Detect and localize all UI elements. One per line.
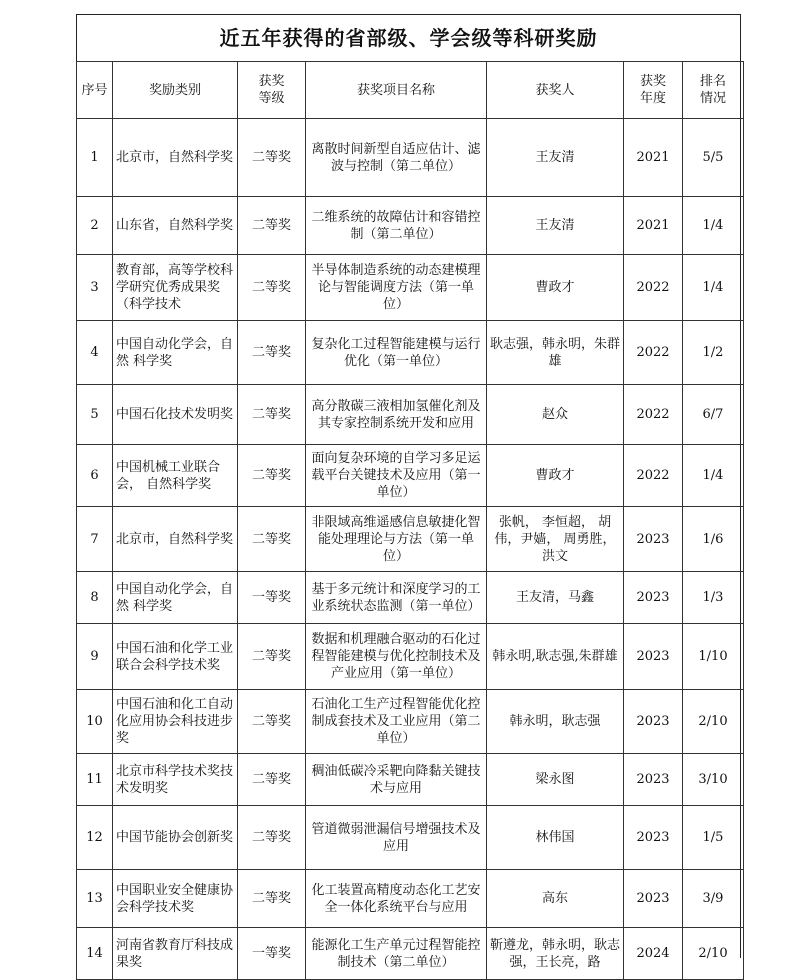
table-row bbox=[77, 197, 744, 255]
header-row bbox=[77, 62, 744, 119]
cell-category: 北京市，自然科学奖 bbox=[113, 507, 238, 572]
table-row bbox=[77, 507, 744, 572]
cell-category: 中国石化技术发明奖 bbox=[113, 385, 238, 445]
cell-winners: 靳遵龙，韩永明，耿志强，王长亮，路 bbox=[487, 928, 624, 980]
header-project: 获奖项目名称 bbox=[306, 62, 487, 119]
cell-level: 二等奖 bbox=[238, 255, 306, 321]
table-row bbox=[77, 870, 744, 928]
cell-project: 非限域高维遥感信息敏捷化智能处理理论与方法（第一单位） bbox=[306, 507, 487, 572]
header-level bbox=[238, 62, 306, 119]
cell-category: 山东省，自然科学奖 bbox=[113, 197, 238, 255]
cell-year: 2023 bbox=[624, 754, 683, 806]
table-row bbox=[77, 928, 744, 980]
cell-project: 石油化工生产过程智能优化控制成套技术及工业应用（第二单位） bbox=[306, 690, 487, 754]
cell-rank: 1/4 bbox=[683, 197, 744, 255]
cell-no: 14 bbox=[77, 928, 113, 980]
cell-year: 2023 bbox=[624, 870, 683, 928]
cell-winners: 王友清 bbox=[487, 119, 624, 197]
cell-project: 高分散碳三液相加氢催化剂及其专家控制系统开发和应用 bbox=[306, 385, 487, 445]
cell-project: 复杂化工过程智能建模与运行优化（第一单位） bbox=[306, 321, 487, 385]
header-year bbox=[624, 62, 683, 119]
table-row bbox=[77, 321, 744, 385]
cell-winners: 耿志强，韩永明，朱群雄 bbox=[487, 321, 624, 385]
cell-year: 2023 bbox=[624, 572, 683, 624]
table-row bbox=[77, 806, 744, 870]
cell-level: 二等奖 bbox=[238, 321, 306, 385]
cell-project: 二维系统的故障估计和容错控制（第二单位） bbox=[306, 197, 487, 255]
cell-year: 2024 bbox=[624, 928, 683, 980]
cell-no: 9 bbox=[77, 624, 113, 690]
cell-rank: 1/4 bbox=[683, 255, 744, 321]
table-row bbox=[77, 119, 744, 197]
table-row bbox=[77, 624, 744, 690]
table-row bbox=[77, 754, 744, 806]
cell-no: 12 bbox=[77, 806, 113, 870]
cell-winners: 林伟国 bbox=[487, 806, 624, 870]
cell-rank: 1/3 bbox=[683, 572, 744, 624]
cell-no: 13 bbox=[77, 870, 113, 928]
cell-no: 1 bbox=[77, 119, 113, 197]
cell-year: 2023 bbox=[624, 624, 683, 690]
cell-project: 化工装置高精度动态化工艺安全一体化系统平台与应用 bbox=[306, 870, 487, 928]
cell-rank: 5/5 bbox=[683, 119, 744, 197]
cell-level: 一等奖 bbox=[238, 928, 306, 980]
cell-year: 2022 bbox=[624, 385, 683, 445]
cell-project: 离散时间新型自适应估计、滤波与控制（第二单位） bbox=[306, 119, 487, 197]
table-row bbox=[77, 572, 744, 624]
cell-year: 2021 bbox=[624, 119, 683, 197]
cell-winners: 曹政才 bbox=[487, 445, 624, 507]
cell-level: 二等奖 bbox=[238, 445, 306, 507]
cell-year: 2023 bbox=[624, 806, 683, 870]
header-rank-top: 排名 bbox=[699, 74, 726, 89]
header-level-bottom: 等级 bbox=[258, 91, 285, 106]
cell-rank: 1/2 bbox=[683, 321, 744, 385]
header-rank-bottom: 情况 bbox=[699, 91, 726, 106]
header-year-bottom: 年度 bbox=[639, 91, 666, 106]
cell-year: 2022 bbox=[624, 445, 683, 507]
cell-level: 二等奖 bbox=[238, 624, 306, 690]
cell-no: 7 bbox=[77, 507, 113, 572]
cell-winners: 韩永明,耿志强,朱群雄 bbox=[487, 624, 624, 690]
cell-year: 2022 bbox=[624, 321, 683, 385]
cell-winners: 王友清 bbox=[487, 197, 624, 255]
cell-year: 2023 bbox=[624, 690, 683, 754]
cell-rank: 1/10 bbox=[683, 624, 744, 690]
table-row bbox=[77, 445, 744, 507]
cell-year: 2023 bbox=[624, 507, 683, 572]
cell-winners: 曹政才 bbox=[487, 255, 624, 321]
cell-project: 管道微弱泄漏信号增强技术及应用 bbox=[306, 806, 487, 870]
header-level-top: 获奖 bbox=[258, 74, 285, 89]
awards-table bbox=[76, 61, 744, 980]
cell-project: 数据和机理融合驱动的石化过程智能建模与优化控制技术及产业应用（第一单位） bbox=[306, 624, 487, 690]
cell-rank: 3/9 bbox=[683, 870, 744, 928]
cell-no: 5 bbox=[77, 385, 113, 445]
cell-category: 北京市，自然科学奖 bbox=[113, 119, 238, 197]
cell-level: 二等奖 bbox=[238, 754, 306, 806]
cell-no: 6 bbox=[77, 445, 113, 507]
cell-category: 河南省教育厅科技成果奖 bbox=[113, 928, 238, 980]
cell-rank: 3/10 bbox=[683, 754, 744, 806]
cell-year: 2022 bbox=[624, 255, 683, 321]
cell-no: 8 bbox=[77, 572, 113, 624]
cell-category: 中国机械工业联合会， 自然科学奖 bbox=[113, 445, 238, 507]
header-rank bbox=[683, 62, 744, 119]
header-year-top: 获奖 bbox=[639, 74, 666, 89]
cell-project: 面向复杂环境的自学习多足运载平台关键技术及应用（第一单位） bbox=[306, 445, 487, 507]
cell-rank: 2/10 bbox=[683, 928, 744, 980]
cell-year: 2021 bbox=[624, 197, 683, 255]
cell-category: 中国石油和化学工业联合会科学技术奖 bbox=[113, 624, 238, 690]
cell-no: 4 bbox=[77, 321, 113, 385]
cell-level: 二等奖 bbox=[238, 870, 306, 928]
cell-no: 11 bbox=[77, 754, 113, 806]
cell-winners: 高东 bbox=[487, 870, 624, 928]
cell-winners: 韩永明，耿志强 bbox=[487, 690, 624, 754]
header-no: 序号 bbox=[77, 62, 113, 119]
cell-rank: 6/7 bbox=[683, 385, 744, 445]
cell-level: 二等奖 bbox=[238, 197, 306, 255]
cell-no: 3 bbox=[77, 255, 113, 321]
cell-level: 一等奖 bbox=[238, 572, 306, 624]
cell-project: 半导体制造系统的动态建模理论与智能调度方法（第一单位） bbox=[306, 255, 487, 321]
cell-no: 10 bbox=[77, 690, 113, 754]
table-title: 近五年获得的省部级、学会级等科研奖励 bbox=[219, 26, 598, 50]
cell-category: 教育部，高等学校科学研究优秀成果奖（科学技术 bbox=[113, 255, 238, 321]
cell-winners: 王友清，马鑫 bbox=[487, 572, 624, 624]
awards-sheet bbox=[76, 14, 741, 970]
cell-winners: 张帆， 李恒超， 胡伟，尹嫱， 周勇胜，洪文 bbox=[487, 507, 624, 572]
header-category: 奖励类别 bbox=[113, 62, 238, 119]
cell-rank: 1/5 bbox=[683, 806, 744, 870]
cell-category: 中国自动化学会，自然 科学奖 bbox=[113, 572, 238, 624]
cell-level: 二等奖 bbox=[238, 507, 306, 572]
cell-category: 中国职业安全健康协会科学技术奖 bbox=[113, 870, 238, 928]
cell-level: 二等奖 bbox=[238, 385, 306, 445]
cell-project: 稠油低碳冷采靶向降黏关键技术与应用 bbox=[306, 754, 487, 806]
cell-rank: 2/10 bbox=[683, 690, 744, 754]
cell-rank: 1/4 bbox=[683, 445, 744, 507]
cell-category: 中国石油和化工自动化应用协会科技进步奖 bbox=[113, 690, 238, 754]
cell-category: 中国自动化学会，自然 科学奖 bbox=[113, 321, 238, 385]
cell-level: 二等奖 bbox=[238, 690, 306, 754]
cell-level: 二等奖 bbox=[238, 806, 306, 870]
cell-winners: 梁永图 bbox=[487, 754, 624, 806]
table-row bbox=[77, 385, 744, 445]
cell-no: 2 bbox=[77, 197, 113, 255]
cell-category: 中国节能协会创新奖 bbox=[113, 806, 238, 870]
cell-rank: 1/6 bbox=[683, 507, 744, 572]
cell-winners: 赵众 bbox=[487, 385, 624, 445]
table-row bbox=[77, 255, 744, 321]
cell-level: 二等奖 bbox=[238, 119, 306, 197]
cell-project: 基于多元统计和深度学习的工业系统状态监测（第一单位） bbox=[306, 572, 487, 624]
cell-category: 北京市科学技术奖技术发明奖 bbox=[113, 754, 238, 806]
table-row bbox=[77, 690, 744, 754]
header-winners: 获奖人 bbox=[487, 62, 624, 119]
cell-project: 能源化工生产单元过程智能控制技术（第二单位） bbox=[306, 928, 487, 980]
